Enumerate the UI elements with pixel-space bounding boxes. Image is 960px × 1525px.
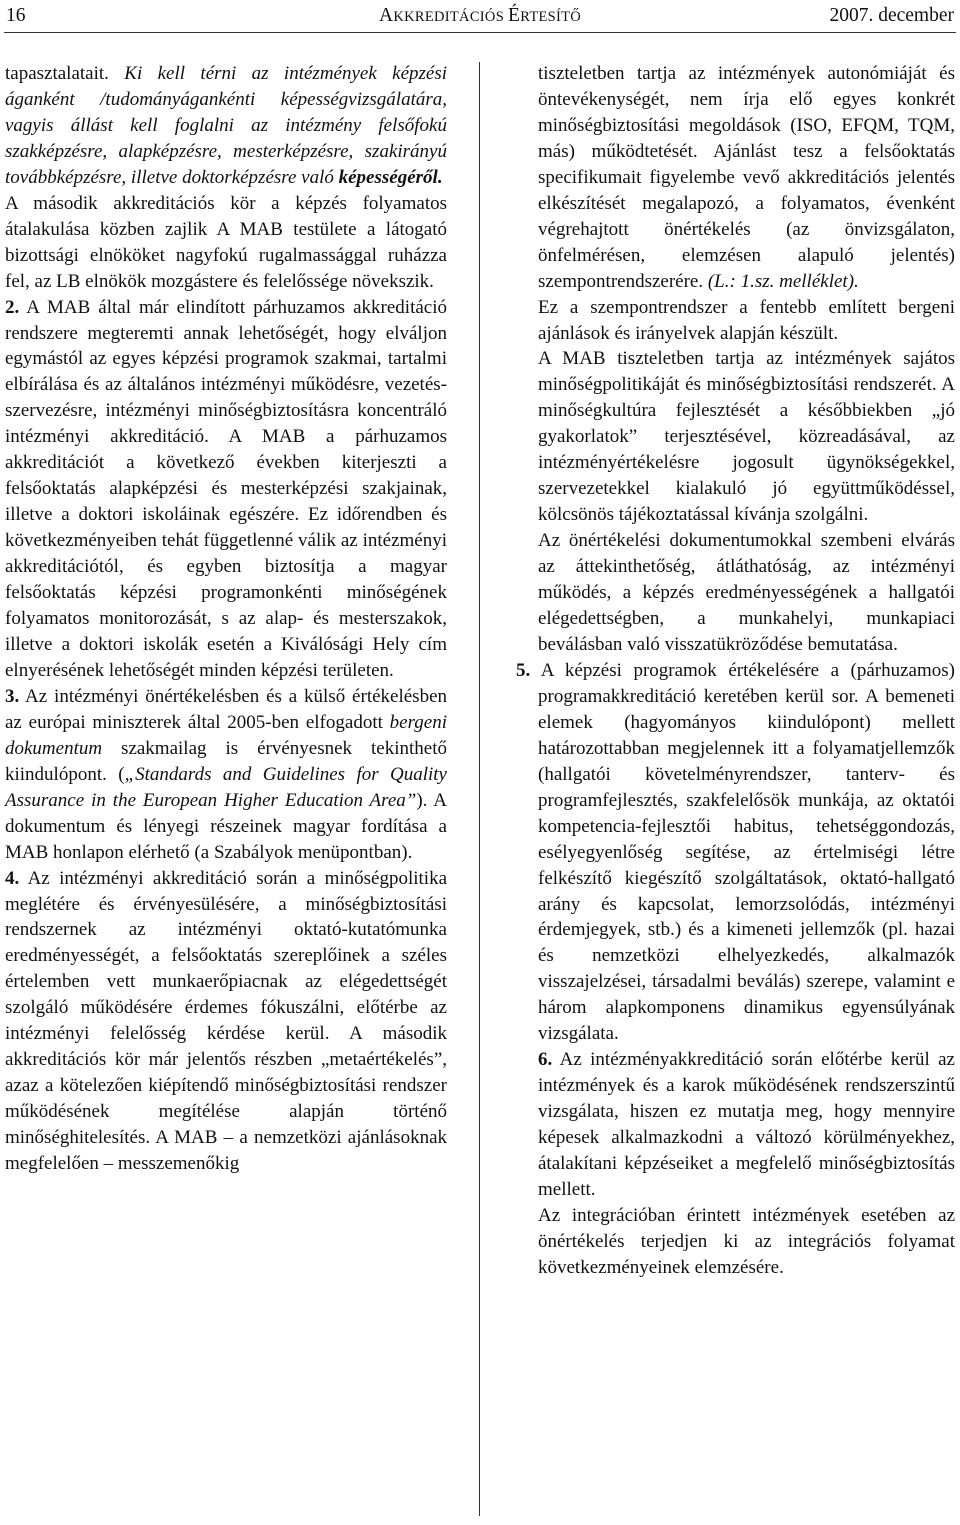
item-number: 4.	[5, 867, 20, 889]
page-number: 16	[6, 5, 26, 26]
bold-italic-text-run: képességéről.	[338, 166, 443, 188]
journal-title-smallcaps-1: KKREDITÁCIÓS	[393, 9, 508, 25]
right-paragraph-3: A MAB tiszteletben tartja az intézmények sajátos minőségpolitikáját és minőségbiztosítási rendszerét. A minőségkultúra fejlesztését a későbbiekben „jó gyakorlatok” terjesztésével, közreadásával, az intézményértékelésre jogosult ügynökségekkel, szervezetekkel kialakuló jó együttműködéssel, kölcsönös tájékoztatással kívánja szolgálni.	[538, 348, 955, 526]
item-number: 2.	[5, 296, 20, 318]
item-text: ). A dokumentum és lényegi részeinek magyar fordítása a MAB honlapon elérhető (a Szabályok menüpontban).	[5, 789, 448, 863]
italic-text-run: „Standards and Guidelines for Quality Assurance in the European Higher Education Area”	[5, 763, 447, 811]
right-paragraph-1	[538, 61, 955, 295]
journal-title-cap-a: A	[378, 5, 394, 26]
journal-title-cap-e: É	[508, 5, 521, 26]
item-number: 6.	[538, 1049, 553, 1071]
left-paragraph-1	[5, 61, 447, 191]
item-4	[5, 866, 447, 1177]
item-5	[516, 658, 955, 1047]
italic-text-run: Ki kell térni az intézmények képzési áganként /tudományágankénti képességvizsgálatára, vagyis állást kell foglalni az intézmény felsőfokú szakképzésre, alapképzésre, mesterképzésre, szakirányú továbbképzésre, illetve doktorképzésre való	[5, 63, 448, 188]
item-2	[5, 295, 447, 684]
item-text: szakmailag is érvényesnek tekinthető kiindulópont. (	[5, 737, 447, 785]
header-rule	[4, 32, 956, 33]
journal-title-smallcaps-2: RTESÍTŐ	[520, 9, 582, 25]
left-column	[5, 61, 447, 1177]
journal-title	[6, 2, 954, 31]
italic-text-run: (L.: 1.sz. melléklet).	[707, 270, 859, 292]
right-column	[516, 61, 955, 1281]
text-run: tapasztalatait.	[5, 63, 125, 84]
left-paragraph-2: A második akkreditációs kör a képzés folyamatos átalakulása közben zajlik A MAB testülete a látogató bizottsági elnököket nagyfokú rugalmassággal ruházza fel, az LB elnökök mozgástere és felelőssége növekszik.	[5, 192, 447, 292]
right-paragraph-4: Az önértékelési dokumentumokkal szembeni elvárás az áttekinthetőség, átláthatóság, az intézményi működés, a képzés eredményességének a hallgatói elégedettségben, a munkahelyi, munkapiaci beválásban való visszatükröződése bemutatása.	[538, 530, 955, 655]
running-header	[6, 2, 954, 32]
text-run: tiszteletben tartja az intézmények autonómiáját és öntevékenységét, nem írja elő egyes konkrét minőségbiztosítási megoldások (ISO, EFQM, TQM, más) működtetését. Ajánlást tesz a felsőoktatás specifikumait figyelembe vevő akkreditációs jelentés elkészítését megalapozó, a folyamatos, évenként végrehajtott önértékelés (az önvizsgálaton, önfelmérésen, elemzésen alapuló jelentés) szempontrendszerére.	[538, 63, 955, 292]
item-3	[5, 684, 447, 866]
item-text: A MAB által már elindított párhuzamos akkreditáció rendszere megteremti annak lehetőségét, hogy elváljon egymástól az egyes képzési programok szakmai, tartalmi elbírálása és az általános intézményi működésre, vezetés-szervezésre, intézményi minőségbiztosításra koncentráló intézményi akkreditáció. A MAB a párhuzamos akkreditációt a következő években kiterjeszti a felsőoktatás alapképzési és mesterképzési szakjainak, illetve a doktori iskoláinak egészére. Ez időrendben és következményeiben tehát függetlenné válik az intézményi akkreditációtól, és egyben biztosítja a magyar felsőoktatás képzési programonkénti minőségének folyamatos monitorozását, s az alap- és mesterszakok, illetve a doktori iskolák esetén a Kiválósági Hely cím elnyerésének lehetőségét minden képzési területen.	[5, 296, 447, 681]
item-text: Az intézményakkreditáció során előtérbe kerül az intézmények és a karok működésének rendszerszintű vizsgálata, hiszen ez mutatja meg, hogy mennyire képesek alkalmazkodni a változó körülményekhez, átalakítani képzéseiket a megfelelő minőségbiztosítás mellett.	[538, 1049, 955, 1200]
item-number: 3.	[5, 685, 20, 707]
item-number: 5.	[516, 659, 531, 681]
item-text: Az intézményi önértékelésben és a külső értékelésben az európai miniszterek által 2005-ben elfogadott	[5, 685, 447, 733]
item-text: A képzési programok értékelésére a (párhuzamos) programakkreditáció keretében kerül sor. A bemeneti elemek (hagyományos kiindulópont) mellett határozottabban megjelennek itt a folyamatjellemzők (hallgatói követelményrendszer, tanterv- és programfejlesztés, szakfelelősök munkája, az oktatói kompetencia-fejlesztői habitus, tehetséggondozás, esélyegyenlőség segítése, az értelmiségi létre felkészítő kiegészítő szolgáltatások, oktató-hallgató arány és kapcsolat, lemorzsolódás, intézményi érdemjegyek, stb.) és a kimeneti jellemzők (pl. hazai és nemzetközi elhelyezkedés, alkalmazók visszajelzései, társadalmi beválás) szerepe, valamint e három alapkomponens dinamikus egyensúlyának vizsgálata.	[530, 659, 955, 1045]
column-divider	[479, 62, 480, 1516]
item-6	[538, 1047, 955, 1203]
issue-date: 2007. december	[829, 5, 954, 26]
right-paragraph-7: Az integrációban érintett intézmények esetében az önértékelés terjedjen ki az integrációs folyamat következményeinek elemzésére.	[538, 1204, 955, 1278]
italic-text-run: bergeni dokumentum	[5, 711, 447, 759]
item-text: Az intézményi akkreditáció során a minőségpolitika meglétére és érvényesülésére, a minőségbiztosítási rendszernek az intézményi oktató-kutatómunka eredményességét, a felsőoktatás szereplőinek a széles értelemben vett munkaerőpiacnak az elégedettségét szolgáló működésére érdemes fókuszálni, előtérbe az intézményi felelősség kérdése kerül. A második akkreditációs kör már jelentős részben „metaértékelés”, azaz a kötelezően kiépítendő minőségbiztosítási rendszer működésének megítélése alapján történő minőséghitelesítés. A MAB – a nemzetközi ajánlásoknak megfelelően – messzemenőkig	[5, 867, 447, 1175]
right-paragraph-2: Ez a szempontrendszer a fentebb említett bergeni ajánlások és irányelvek alapján készült.	[538, 296, 955, 344]
